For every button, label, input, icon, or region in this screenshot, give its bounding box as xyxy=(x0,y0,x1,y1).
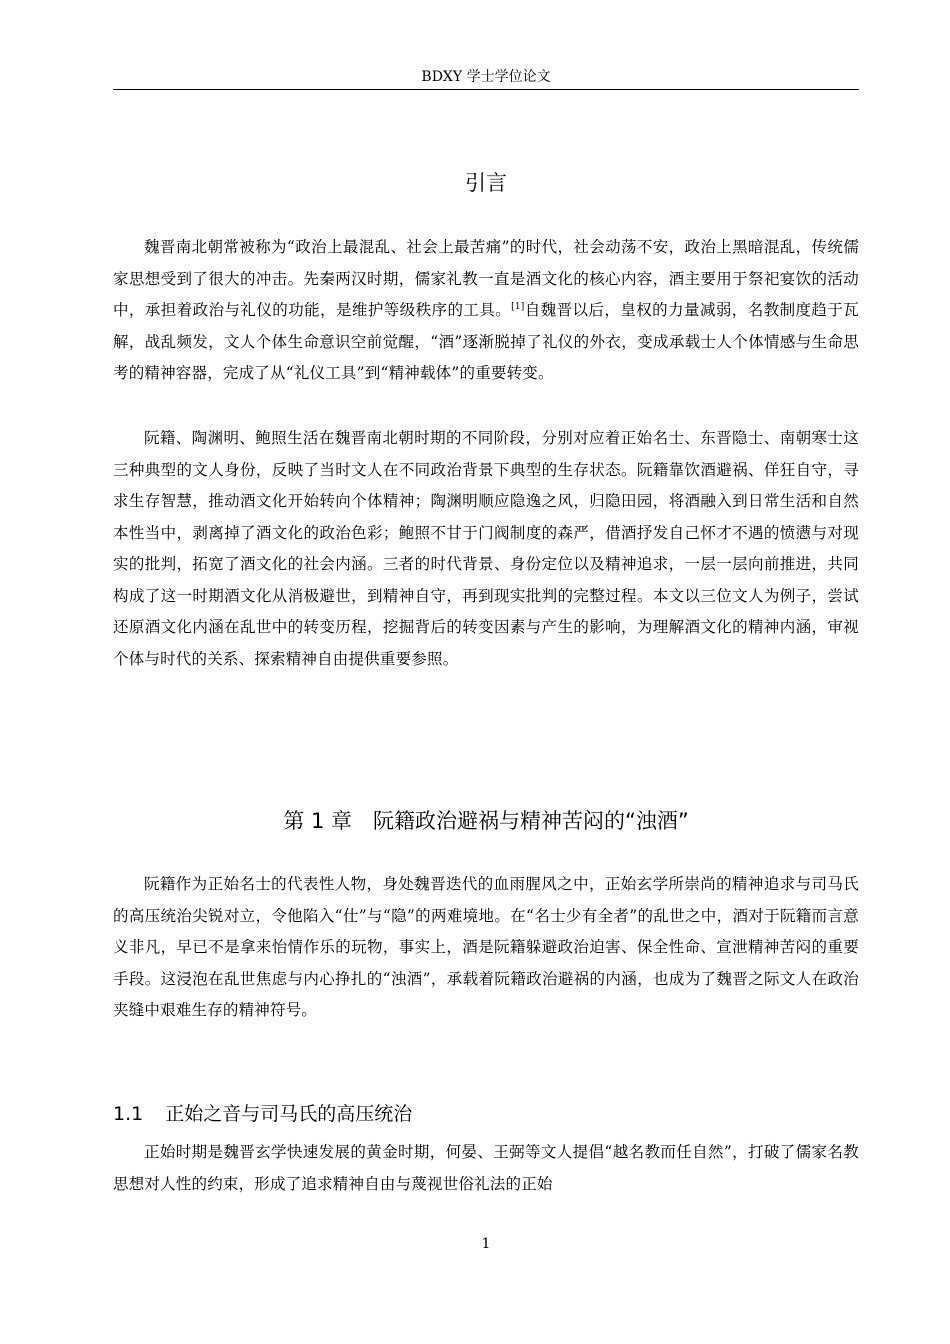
intro-paragraph-1 xyxy=(113,232,859,390)
intro-paragraph-1-part-b: 自魏晋以后，皇权的力量减弱，名教制度趋于瓦解，战乱频发，文人个体生命意识空前觉醒，“酒”逐渐脱掉了礼仪的外衣，变成承载士人个体情感与生命思考的精神容器，完成了从“礼仪工具”到“精神载体”的重要转变。 xyxy=(113,301,859,382)
chapter-1-heading: 第 1 章 阮籍政治避祸与精神苦闷的“浊酒” xyxy=(283,809,689,833)
citation-1[interactable]: [1] xyxy=(511,301,525,312)
chapter-1-paragraph-1: 阮籍作为正始名士的代表性人物，身处魏晋迭代的血雨腥风之中，正始玄学所崇尚的精神追求与司马氏的高压统治尖锐对立，令他陷入“仕”与“隐”的两难境地。在“名士少有全者”的乱世之中，酒对于阮籍而言意义非凡，早已不是拿来怡情作乐的玩物，事实上，酒是阮籍躲避政治迫害、保全性命、宣泄精神苦闷的重要手段。这浸泡在乱世焦虑与内心挣扎的“浊酒”，承载着阮籍政治避祸的内涵，也成为了魏晋之际文人在政治夹缝中艰难生存的精神符号。 xyxy=(113,875,859,1019)
header-rule xyxy=(113,89,859,90)
section-1-1-paragraph-1: 正始时期是魏晋玄学快速发展的黄金时期，何晏、王弼等文人提倡“越名教而任自然”，打破了儒家名教思想对人性的约束，形成了追求精神自由与蔑视世俗礼法的正始 xyxy=(113,1143,859,1193)
section-title: 正始之音与司马氏的高压统治 xyxy=(165,1103,413,1125)
intro-heading: 引言 xyxy=(465,171,507,195)
running-header: BDXY 学士学位论文 xyxy=(421,69,551,85)
section-1-1-heading xyxy=(113,1100,859,1128)
intro-paragraph-2: 阮籍、陶渊明、鲍照生活在魏晋南北朝时期的不同阶段，分别对应着正始名士、东晋隐士、南朝寒士这三种典型的文人身份，反映了当时文人在不同政治背景下典型的生存状态。阮籍靠饮酒避祸、佯狂自守，寻求生存智慧，推动酒文化开始转向个体精神；陶渊明顺应隐逸之风，归隐田园，将酒融入到日常生活和自然本性当中，剥离掉了酒文化的政治色彩；鲍照不甘于门阀制度的森严，借酒抒发自己怀才不遇的愤懑与对现实的批判，拓宽了酒文化的社会内涵。三者的时代背景、身份定位以及精神追求，一层一层向前推进，共同构成了这一时期酒文化从消极避世，到精神自守，再到现实批判的完整过程。本文以三位文人为例子，尝试还原酒文化内涵在乱世中的转变历程，挖掘背后的转变因素与产生的影响，为理解酒文化的精神内涵，审视个体与时代的关系、探索精神自由提供重要参照。 xyxy=(113,429,859,668)
page-number: 1 xyxy=(481,1236,491,1252)
section-number: 1.1 xyxy=(113,1103,144,1125)
intro-paragraph-1-part-a: 魏晋南北朝常被称为“政治上最混乱、社会上最苦痛”的时代，社会动荡不安，政治上黑暗混乱，传统儒家思想受到了很大的冲击。先秦两汉时期，儒家礼教一直是酒文化的核心内容，酒主要用于祭祀宴饮的活动中，承担着政治与礼仪的功能，是维护等级秩序的工具。 xyxy=(113,238,859,319)
